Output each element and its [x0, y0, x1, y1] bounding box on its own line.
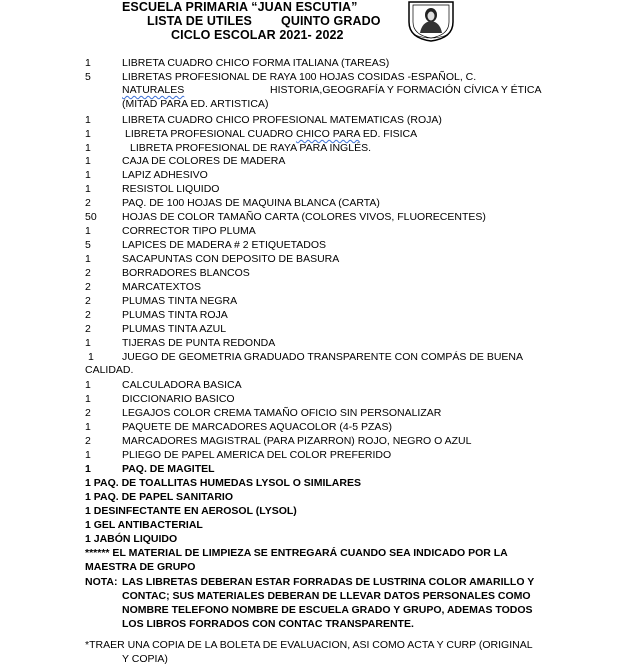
- school-name: ESCUELA PRIMARIA “JUAN ESCUTIA”: [122, 0, 358, 14]
- cleaning-item-text: 1 PAQ. DE TOALLITAS HUMEDAS LYSOL O SIMILARES: [85, 477, 361, 489]
- item-qty: 1: [85, 114, 91, 126]
- item-qty: 1: [85, 169, 91, 181]
- item-desc: PLUMAS TINTA ROJA: [122, 309, 228, 321]
- school-cycle: CICLO ESCOLAR 2021- 2022: [171, 28, 344, 42]
- cleaning-item-text: 1 GEL ANTIBACTERIAL: [85, 519, 203, 531]
- item-qty: 5: [85, 71, 91, 83]
- item-qty: 2: [85, 281, 91, 293]
- item-qty: 2: [85, 407, 91, 419]
- item-desc: RESISTOL LIQUIDO: [122, 183, 220, 195]
- item-desc-cont: (MITAD PARA ED. ARTISTICA): [122, 98, 269, 110]
- item-desc: CALCULADORA BASICA: [122, 379, 242, 391]
- item-qty: 5: [85, 239, 91, 251]
- item-desc: LAPIZ ADHESIVO: [122, 169, 208, 181]
- item-qty: 2: [85, 267, 91, 279]
- item-qty: 1: [85, 225, 91, 237]
- item-desc: PAQ. DE 100 HOJAS DE MAQUINA BLANCA (CARTA): [122, 197, 380, 209]
- item-desc: JUEGO DE GEOMETRIA GRADUADO TRANSPARENTE CON COMPÁS DE BUENA: [122, 351, 524, 363]
- item-qty: 50: [85, 211, 97, 223]
- final-note-line: *TRAER UNA COPIA DE LA BOLETA DE EVALUACION, ASI COMO ACTA Y CURP (ORIGINAL: [85, 639, 533, 651]
- item-qty: 1: [85, 421, 91, 433]
- item-qty: 2: [85, 295, 91, 307]
- item-qty: 2: [85, 323, 91, 335]
- cleaning-note-line: ****** EL MATERIAL DE LIMPIEZA SE ENTREGARÁ CUANDO SEA INDICADO POR LA: [85, 547, 508, 559]
- item-desc: DICCIONARIO BASICO: [122, 393, 235, 405]
- item-qty: 1: [85, 379, 91, 391]
- document-header: [0, 0, 636, 50]
- item-desc: MARCADORES MAGISTRAL (PARA PIZARRON) ROJO, NEGRO O AZUL: [122, 435, 472, 447]
- list-title: LISTA DE UTILES: [147, 14, 252, 28]
- item-desc-cont: CALIDAD.: [85, 364, 134, 376]
- item-qty: 1: [85, 337, 91, 349]
- cleaning-item-text: 1 PAQ. DE PAPEL SANITARIO: [85, 491, 233, 503]
- item-qty: 1: [85, 449, 91, 461]
- item-desc: PAQUETE DE MARCADORES AQUACOLOR (4-5 PZAS): [122, 421, 392, 433]
- note-line: CONTAC; SUS MATERIALES DEBERAN DE LLEVAR DATOS PERSONALES COMO: [122, 590, 531, 602]
- item-desc-part: LIBRETA PROFESIONAL CUADRO: [125, 128, 294, 140]
- item-qty: 1: [85, 128, 91, 140]
- note-line: NOMBRE TELEFONO NOMBRE DE ESCUELA GRADO Y GRUPO, ADEMAS TODOS: [122, 604, 533, 616]
- item-qty: 1: [85, 183, 91, 195]
- cleaning-item-text: 1 DESINFECTANTE EN AEROSOL (LYSOL): [85, 505, 297, 517]
- note-line: LOS LIBROS FORRADOS CON CONTAC TRANSPARENTE.: [122, 618, 414, 630]
- item-qty: 1: [85, 142, 91, 154]
- item-desc: LIBRETAS PROFESIONAL DE RAYA 100 HOJAS COSIDAS -ESPAÑOL, C.: [122, 71, 477, 83]
- item-desc: MARCATEXTOS: [122, 281, 201, 293]
- item-desc-cont: HISTORIA,GEOGRAFÍA Y FORMACIÓN CÍVICA Y ÉTICA: [270, 84, 542, 96]
- item-desc: PLIEGO DE PAPEL AMERICA DEL COLOR PREFERIDO: [122, 449, 392, 461]
- item-desc-cont: NATURALES: [122, 84, 185, 96]
- item-qty: 1: [85, 393, 91, 405]
- item-desc: LEGAJOS COLOR CREMA TAMAÑO OFICIO SIN PERSONALIZAR: [122, 407, 442, 419]
- item-qty: 1: [85, 155, 91, 167]
- item-qty: 1: [85, 57, 91, 69]
- item-qty: 2: [85, 435, 91, 447]
- note-line: LAS LIBRETAS DEBERAN ESTAR FORRADAS DE LUSTRINA COLOR AMARILLO Y: [122, 576, 535, 588]
- item-qty: 2: [85, 197, 91, 209]
- item-desc: CORRECTOR TIPO PLUMA: [122, 225, 256, 237]
- item-desc: SACAPUNTAS CON DEPOSITO DE BASURA: [122, 253, 340, 265]
- final-note-line: Y COPIA): [122, 653, 168, 665]
- item-desc: LIBRETA CUADRO CHICO PROFESIONAL MATEMATICAS (ROJA): [122, 114, 442, 126]
- item-desc-part: ED. FISICA: [362, 128, 418, 140]
- item-qty: 1: [85, 463, 91, 475]
- item-desc: LIBRETA CUADRO CHICO FORMA ITALIANA (TAREAS): [122, 57, 390, 69]
- item-desc: LIBRETA PROFESIONAL DE RAYA PARA INGLÉS.: [130, 142, 371, 154]
- item-desc: CAJA DE COLORES DE MADERA: [122, 155, 286, 167]
- item-qty: 1: [85, 253, 91, 265]
- school-seal-icon: [405, 0, 457, 42]
- school-seal-logo: [405, 0, 457, 42]
- cleaning-note-line: MAESTRA DE GRUPO: [85, 561, 196, 573]
- item-desc-part: CHICO PARA: [295, 128, 360, 140]
- item-desc: TIJERAS DE PUNTA REDONDA: [122, 337, 276, 349]
- item-qty: 2: [85, 309, 91, 321]
- cleaning-item-text: 1 JABÓN LIQUIDO: [85, 533, 178, 545]
- item-desc: BORRADORES BLANCOS: [122, 267, 250, 279]
- item-desc: [125, 128, 417, 141]
- item-desc: PLUMAS TINTA AZUL: [122, 323, 227, 335]
- grade-label: QUINTO GRADO: [281, 14, 381, 28]
- item-desc: HOJAS DE COLOR TAMAÑO CARTA (COLORES VIVOS, FLUORECENTES): [122, 211, 486, 223]
- item-qty: 1: [88, 351, 94, 363]
- item-desc: PAQ. DE MAGITEL: [122, 463, 215, 475]
- item-desc: LAPICES DE MADERA # 2 ETIQUETADOS: [122, 239, 327, 251]
- item-desc: PLUMAS TINTA NEGRA: [122, 295, 238, 307]
- note-label: NOTA:: [85, 576, 118, 588]
